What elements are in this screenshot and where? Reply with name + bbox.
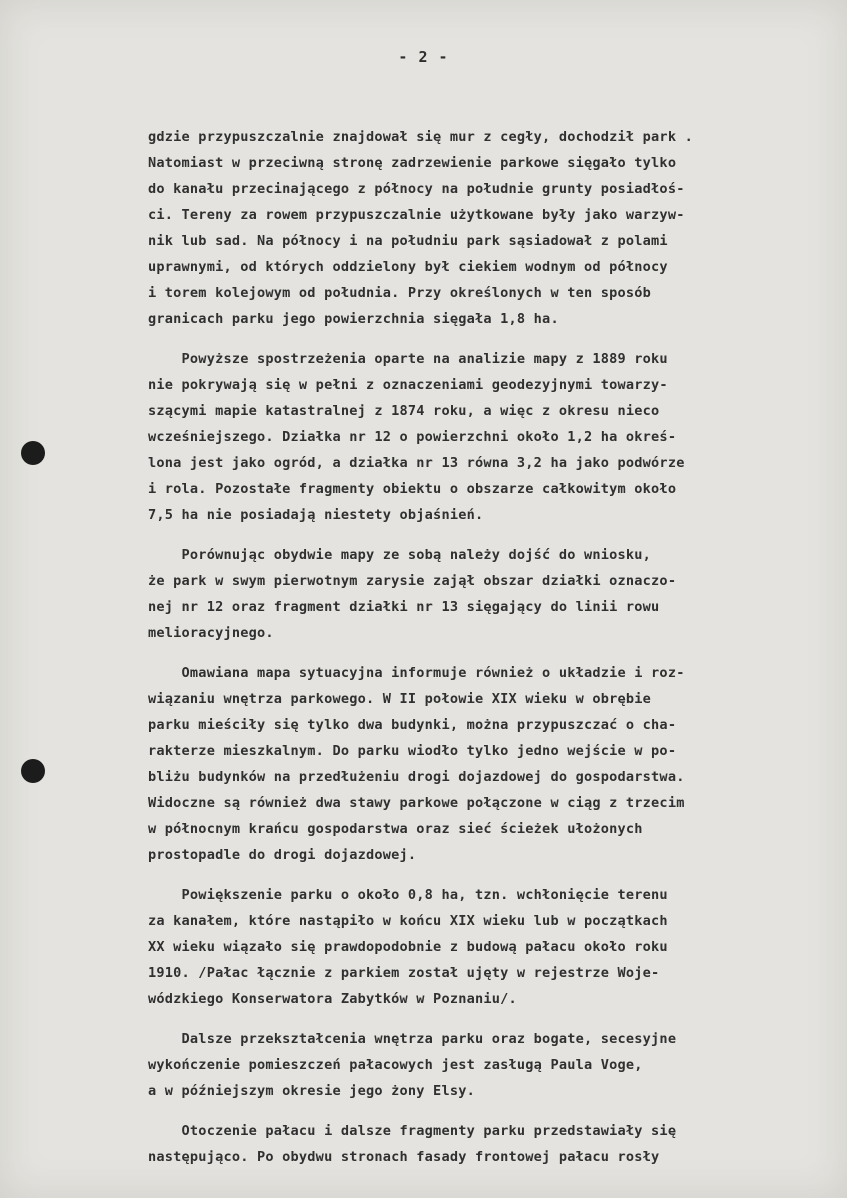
text-line: Powiększenie parku o około 0,8 ha, tzn. wchłonięcie terenu (148, 887, 668, 903)
paragraph (148, 542, 838, 646)
text-line: Omawiana mapa sytuacyjna informuje również o układzie i roz- (148, 665, 685, 681)
punch-hole (21, 759, 45, 783)
text-line: wcześniejszego. Działka nr 12 o powierzchni około 1,2 ha okreś- (148, 429, 677, 445)
text-line: rakterze mieszkalnym. Do parku wiodło tylko jedno wejście w po- (148, 743, 677, 759)
text-line: bliżu budynków na przedłużeniu drogi dojazdowej do gospodarstwa. (148, 769, 685, 785)
paragraph (148, 1026, 838, 1104)
text-line: granicach parku jego powierzchnia sięgała 1,8 ha. (148, 311, 559, 327)
text-line: i rola. Pozostałe fragmenty obiektu o obszarze całkowitym około (148, 481, 677, 497)
text-line: prostopadle do drogi dojazdowej. (148, 847, 417, 863)
page-number: - 2 - (398, 48, 449, 66)
text-line: Otoczenie pałacu i dalsze fragmenty parku przedstawiały się (148, 1123, 677, 1139)
text-line: melioracyjnego. (148, 625, 274, 641)
text-line: Dalsze przekształcenia wnętrza parku oraz bogate, secesyjne (148, 1031, 677, 1047)
text-line: następująco. Po obydwu stronach fasady frontowej pałacu rosły (148, 1149, 660, 1165)
text-line: Widoczne są również dwa stawy parkowe połączone w ciąg z trzecim (148, 795, 685, 811)
text-line: ci. Tereny za rowem przypuszczalnie użytkowane były jako warzyw- (148, 207, 685, 223)
text-line: 1910. /Pałac łącznie z parkiem został ujęty w rejestrze Woje- (148, 965, 660, 981)
text-line: wódzkiego Konserwatora Zabytków w Poznaniu/. (148, 991, 517, 1007)
text-line: nej nr 12 oraz fragment działki nr 13 sięgający do linii rowu (148, 599, 660, 615)
paragraph (148, 346, 838, 528)
text-line: wykończenie pomieszczeń pałacowych jest zasługą Paula Voge, (148, 1057, 643, 1073)
text-line: w północnym krańcu gospodarstwa oraz sieć ścieżek ułożonych (148, 821, 643, 837)
text-line: Natomiast w przeciwną stronę zadrzewienie parkowe sięgało tylko (148, 155, 677, 171)
text-line: uprawnymi, od których oddzielony był ciekiem wodnym od północy (148, 259, 668, 275)
paragraph (148, 124, 838, 332)
text-line: nie pokrywają się w pełni z oznaczeniami geodezyjnymi towarzy- (148, 377, 668, 393)
text-line: parku mieściły się tylko dwa budynki, można przypuszczać o cha- (148, 717, 677, 733)
text-line: że park w swym pierwotnym zarysie zajął obszar działki oznaczo- (148, 573, 677, 589)
text-line: i torem kolejowym od południa. Przy określonych w ten sposób (148, 285, 652, 301)
document-body (148, 124, 838, 1184)
paragraph (148, 1118, 838, 1170)
text-line: Porównując obydwie mapy ze sobą należy dojść do wniosku, (148, 547, 652, 563)
text-line: wiązaniu wnętrza parkowego. W II połowie XIX wieku w obrębie (148, 691, 652, 707)
text-line: Powyższe spostrzeżenia oparte na analizie mapy z 1889 roku (148, 351, 668, 367)
text-line: do kanału przecinającego z północy na południe grunty posiadłoś- (148, 181, 685, 197)
text-line: a w późniejszym okresie jego żony Elsy. (148, 1083, 475, 1099)
text-line: lona jest jako ogród, a działka nr 13 równa 3,2 ha jako podwórze (148, 455, 685, 471)
text-line: gdzie przypuszczalnie znajdował się mur z cegły, dochodził park . (148, 129, 693, 145)
punch-hole (21, 441, 45, 465)
text-line: za kanałem, które nastąpiło w końcu XIX wieku lub w początkach (148, 913, 668, 929)
text-line: XX wieku wiązało się prawdopodobnie z budową pałacu około roku (148, 939, 668, 955)
text-line: szącymi mapie katastralnej z 1874 roku, a więc z okresu nieco (148, 403, 660, 419)
paragraph (148, 660, 838, 868)
text-line: 7,5 ha nie posiadają niestety objaśnień. (148, 507, 484, 523)
paragraph (148, 882, 838, 1012)
text-line: nik lub sad. Na północy i na południu park sąsiadował z polami (148, 233, 668, 249)
